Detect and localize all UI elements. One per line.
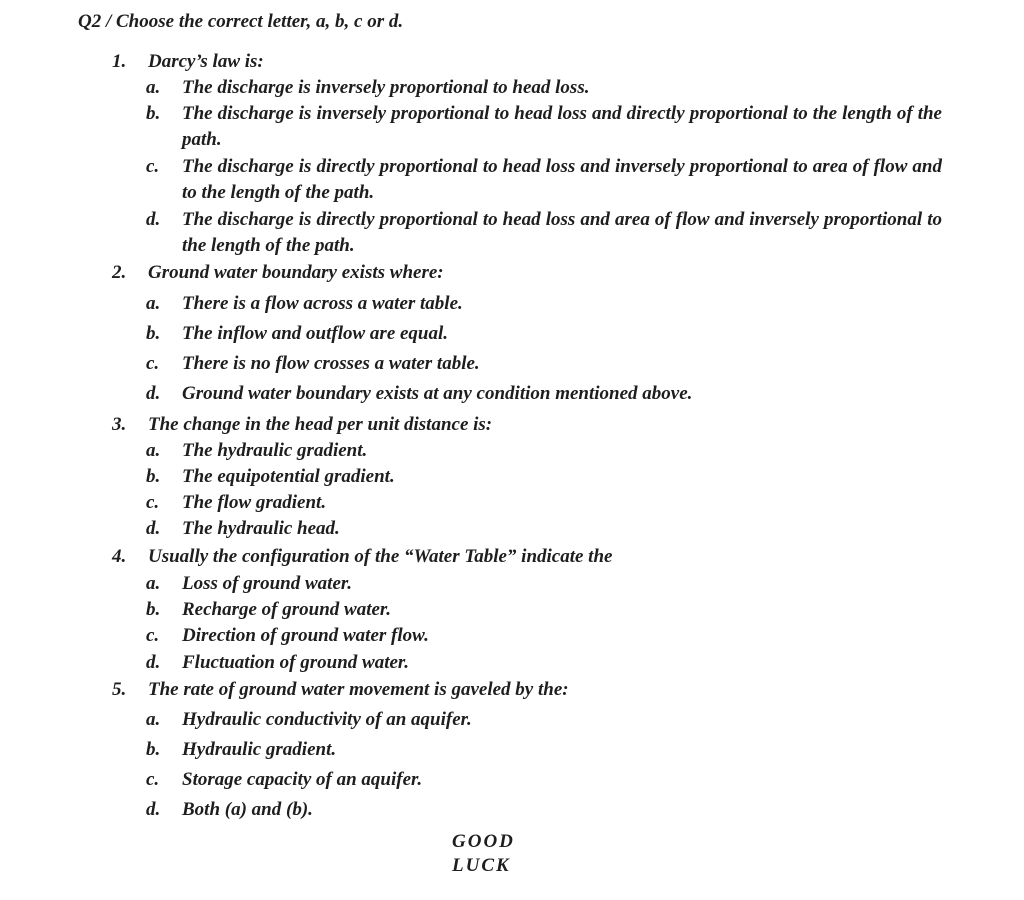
option-4b	[146, 597, 391, 623]
question-text: Darcy’s law is:	[148, 51, 264, 72]
option-text: Storage capacity of an aquifer.	[182, 769, 423, 790]
question-number: 4.	[112, 546, 127, 567]
option-letter: b.	[146, 103, 161, 124]
option-text: The discharge is inversely proportional to head loss and directly proportional to the length of the path.	[182, 103, 942, 150]
option-1b	[146, 101, 942, 153]
option-text: There is a flow across a water table.	[182, 293, 463, 314]
question-1	[112, 50, 264, 74]
option-letter: d.	[146, 799, 161, 820]
option-letter: b.	[146, 323, 161, 344]
option-5a	[146, 707, 472, 733]
option-1a	[146, 75, 589, 101]
option-5c	[146, 767, 422, 793]
option-letter: a.	[146, 573, 161, 594]
option-2a	[146, 291, 463, 317]
question-text: The rate of ground water movement is gaveled by the:	[148, 679, 569, 700]
option-text: Hydraulic gradient.	[182, 739, 337, 760]
question-text: The change in the head per unit distance is:	[148, 414, 493, 435]
question-text: Ground water boundary exists where:	[148, 262, 444, 283]
option-letter: d.	[146, 652, 161, 673]
option-letter: c.	[146, 769, 160, 790]
option-text: The flow gradient.	[182, 492, 327, 513]
option-2d	[146, 381, 692, 407]
option-letter: a.	[146, 440, 161, 461]
option-5d	[146, 797, 313, 823]
option-letter: d.	[146, 518, 161, 539]
option-text: Direction of ground water flow.	[182, 625, 429, 646]
option-text: The hydraulic gradient.	[182, 440, 368, 461]
option-letter: b.	[146, 466, 161, 487]
option-letter: d.	[146, 383, 161, 404]
option-2c	[146, 351, 480, 377]
option-text: The discharge is directly proportional to head loss and area of flow and inversely proportional to the length of the path.	[182, 209, 942, 256]
option-1c	[146, 154, 942, 206]
option-letter: c.	[146, 492, 160, 513]
option-3b	[146, 464, 395, 490]
option-text: The inflow and outflow are equal.	[182, 323, 449, 344]
option-text: Loss of ground water.	[182, 573, 352, 594]
option-letter: c.	[146, 156, 160, 177]
option-4a	[146, 571, 352, 597]
option-text: The hydraulic head.	[182, 518, 340, 539]
option-text: The equipotential gradient.	[182, 466, 395, 487]
option-letter: b.	[146, 739, 161, 760]
option-4c	[146, 623, 429, 649]
option-3c	[146, 490, 326, 516]
question-5	[112, 678, 569, 702]
option-letter: c.	[146, 625, 160, 646]
option-3d	[146, 516, 340, 542]
question-2	[112, 261, 444, 285]
footer-text	[452, 831, 580, 876]
option-letter: a.	[146, 293, 161, 314]
question-4	[112, 545, 612, 569]
option-3a	[146, 438, 367, 464]
option-text: Both (a) and (b).	[182, 799, 313, 820]
option-text: Ground water boundary exists at any condition mentioned above.	[182, 383, 693, 404]
option-text: The discharge is inversely proportional to head loss.	[182, 77, 590, 98]
option-2b	[146, 321, 448, 347]
question-number: 1.	[112, 51, 127, 72]
question-number: 3.	[112, 414, 127, 435]
footer-label: GOOD LUCK	[452, 831, 515, 876]
option-letter: a.	[146, 77, 161, 98]
option-text: The discharge is directly proportional to head loss and inversely proportional to area of flow and to the length of the path.	[182, 156, 942, 203]
option-1d	[146, 207, 942, 259]
question-text: Usually the configuration of the “Water Table” indicate the	[148, 546, 613, 567]
option-letter: b.	[146, 599, 161, 620]
question-number: 2.	[112, 262, 127, 283]
option-5b	[146, 737, 336, 763]
question-number: 5.	[112, 679, 127, 700]
option-text: There is no flow crosses a water table.	[182, 353, 480, 374]
option-letter: d.	[146, 209, 161, 230]
option-text: Recharge of ground water.	[182, 599, 392, 620]
option-text: Hydraulic conductivity of an aquifer.	[182, 709, 472, 730]
option-text: Fluctuation of ground water.	[182, 652, 410, 673]
option-4d	[146, 650, 409, 676]
question-3	[112, 413, 492, 437]
option-letter: c.	[146, 353, 160, 374]
option-letter: a.	[146, 709, 161, 730]
section-header: Q2 / Choose the correct letter, a, b, c or d.	[78, 11, 404, 32]
